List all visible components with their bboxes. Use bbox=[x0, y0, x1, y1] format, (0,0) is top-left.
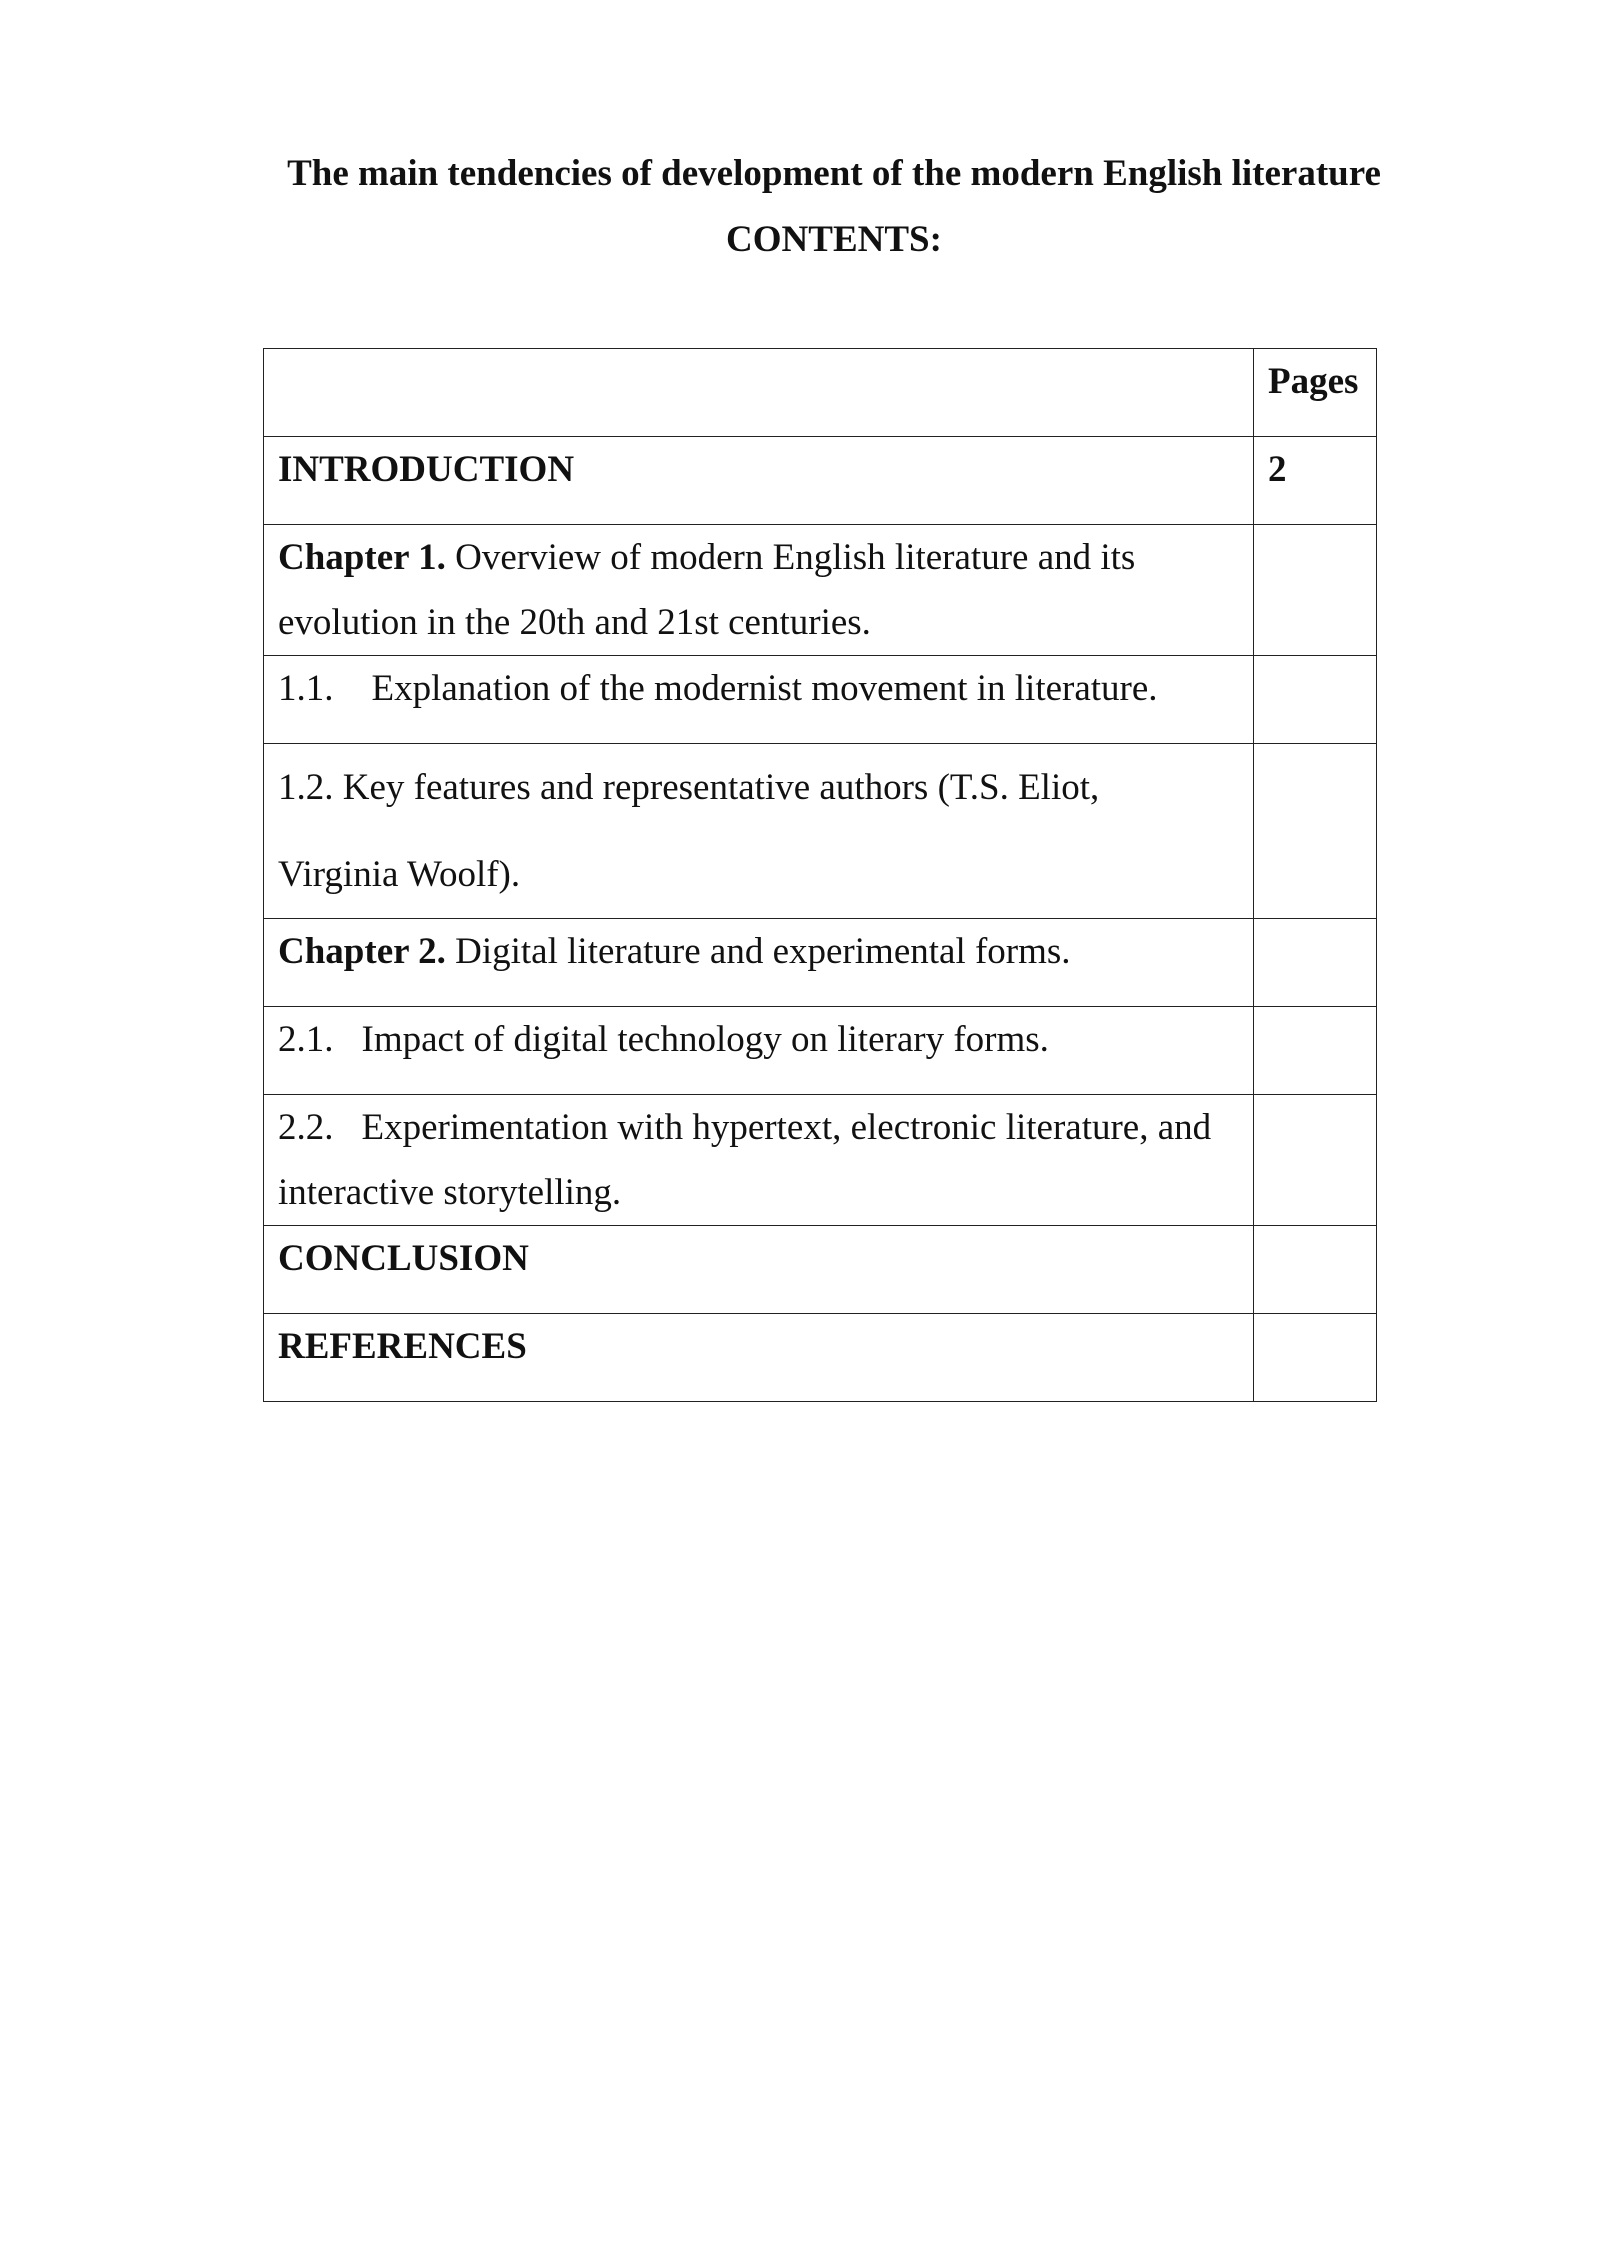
chapter-title-continued: evolution in the 20th and 21st centuries. bbox=[278, 602, 871, 643]
page-number bbox=[1254, 1226, 1377, 1314]
section-number: 2.2. bbox=[278, 1107, 334, 1148]
page-number: 2 bbox=[1254, 437, 1377, 525]
table-row bbox=[264, 525, 1377, 656]
contents-heading: CONTENTS: bbox=[726, 219, 942, 260]
page-number bbox=[1254, 744, 1377, 919]
section-title: Experimentation with hypertext, electronic literature, and bbox=[361, 1107, 1212, 1148]
document-title: The main tendencies of development of the modern English literature bbox=[287, 153, 1381, 194]
toc-entry-1-1 bbox=[264, 656, 1254, 744]
table-row bbox=[264, 1095, 1377, 1226]
toc-entry-introduction: INTRODUCTION bbox=[264, 437, 1254, 525]
table-row bbox=[264, 656, 1377, 744]
table-row bbox=[264, 919, 1377, 1007]
table-header-row bbox=[264, 349, 1377, 437]
table-row bbox=[264, 1226, 1377, 1314]
section-title: Impact of digital technology on literary forms. bbox=[361, 1019, 1049, 1060]
table-row bbox=[264, 437, 1377, 525]
toc-entry-2-2 bbox=[264, 1095, 1254, 1226]
pages-header: Pages bbox=[1254, 349, 1377, 437]
section-number: 1.1. bbox=[278, 668, 334, 709]
section-title: Explanation of the modernist movement in literature. bbox=[371, 668, 1158, 709]
toc-entry-chapter-2 bbox=[264, 919, 1254, 1007]
page-number bbox=[1254, 656, 1377, 744]
page-number bbox=[1254, 525, 1377, 656]
table-of-contents bbox=[263, 348, 1377, 1402]
table-row bbox=[264, 1314, 1377, 1402]
chapter-title: Digital literature and experimental forms. bbox=[455, 931, 1071, 972]
toc-entry-1-2 bbox=[264, 744, 1254, 919]
section-title-continued: Virginia Woolf). bbox=[278, 854, 521, 895]
table-row bbox=[264, 744, 1377, 919]
section-number: 2.1. bbox=[278, 1019, 334, 1060]
page-number bbox=[1254, 1095, 1377, 1226]
toc-entry-conclusion: CONCLUSION bbox=[264, 1226, 1254, 1314]
header-title-cell bbox=[264, 349, 1254, 437]
toc-entry-chapter-1 bbox=[264, 525, 1254, 656]
page-number bbox=[1254, 919, 1377, 1007]
chapter-title: Overview of modern English literature and its bbox=[455, 537, 1136, 578]
toc-entry-references: REFERENCES bbox=[264, 1314, 1254, 1402]
chapter-prefix: Chapter 1. bbox=[278, 537, 446, 578]
chapter-prefix: Chapter 2. bbox=[278, 931, 446, 972]
page-number bbox=[1254, 1314, 1377, 1402]
section-title: 1.2. Key features and representative authors (T.S. Eliot, bbox=[278, 767, 1100, 808]
table-row bbox=[264, 1007, 1377, 1095]
toc-entry-2-1 bbox=[264, 1007, 1254, 1095]
page-number bbox=[1254, 1007, 1377, 1095]
section-title-continued: interactive storytelling. bbox=[278, 1172, 622, 1213]
